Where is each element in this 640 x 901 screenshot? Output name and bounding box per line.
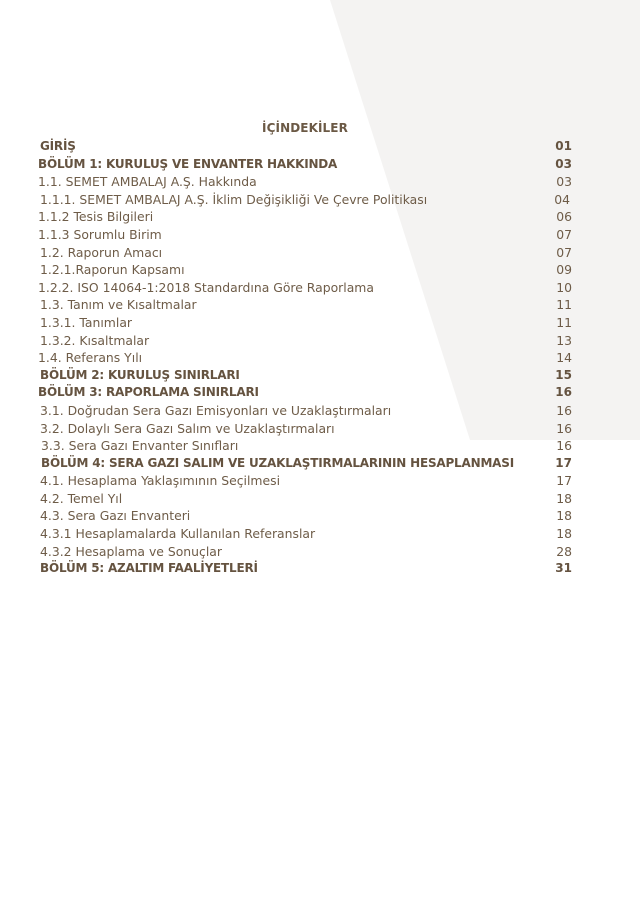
toc-entry-page: 16: [556, 402, 572, 418]
toc-entry[interactable]: [38, 384, 578, 402]
toc-entry-page: 16: [556, 438, 572, 454]
toc-entry[interactable]: [38, 173, 578, 191]
toc-entry[interactable]: [38, 472, 578, 490]
toc-entry-page: 11: [556, 314, 572, 330]
toc-entry-label: 1.2. Raporun Amacı: [40, 244, 163, 260]
toc-entry-page: 07: [556, 226, 572, 242]
toc-entry[interactable]: [38, 507, 578, 525]
toc-entry[interactable]: [38, 402, 578, 420]
toc-entry[interactable]: [38, 455, 578, 473]
toc-entry[interactable]: [38, 420, 578, 438]
toc-entry[interactable]: [38, 138, 578, 156]
toc-entry-label: BÖLÜM 3: RAPORLAMA SINIRLARI: [38, 385, 259, 400]
toc-entry[interactable]: [38, 367, 578, 385]
toc-entry-page: 16: [556, 420, 572, 436]
toc-entry[interactable]: [38, 279, 578, 297]
toc-entry[interactable]: [38, 437, 578, 455]
toc-entry[interactable]: [38, 349, 578, 367]
toc-entry[interactable]: [38, 156, 578, 174]
toc-entry[interactable]: [38, 543, 578, 561]
toc-entry[interactable]: [38, 560, 578, 578]
toc-entry[interactable]: [38, 208, 578, 226]
toc-entry-label: 1.2.1.Raporun Kapsamı: [40, 262, 185, 278]
toc-entry-page: 01: [555, 139, 572, 153]
toc-entry-page: 07: [556, 244, 572, 260]
toc-entry[interactable]: [38, 490, 578, 508]
toc-entry-page: 31: [555, 561, 572, 576]
toc-entry-label: 3.3. Sera Gazı Envanter Sınıfları: [41, 438, 239, 454]
toc-entry-label: BÖLÜM 5: AZALTIM FAALİYETLERİ: [40, 561, 258, 576]
toc-entry[interactable]: [38, 296, 578, 314]
toc-entry-label: 4.3.1 Hesaplamalarda Kullanılan Referanslar: [40, 526, 316, 542]
toc-entry-page: 14: [556, 350, 572, 366]
toc-entry-page: 11: [556, 297, 572, 313]
toc-entry-label: 1.1.2 Tesis Bilgileri: [38, 209, 154, 225]
toc-entry-label: 1.1. SEMET AMBALAJ A.Ş. Hakkında: [38, 174, 257, 190]
toc-entry-label: 3.2. Dolaylı Sera Gazı Salım ve Uzaklaştırmaları: [40, 420, 335, 436]
toc-entry-page: 04: [554, 191, 570, 207]
toc-entry-page: 09: [556, 262, 572, 278]
toc-entry-label: BÖLÜM 4: SERA GAZI SALIM VE UZAKLAŞTIRMALARININ HESAPLANMASI: [41, 455, 514, 470]
toc-entry[interactable]: [38, 314, 578, 332]
toc-entry-page: 15: [555, 367, 572, 382]
toc-title: İÇİNDEKİLER: [262, 121, 348, 135]
toc-entry[interactable]: [38, 226, 578, 244]
toc-entry-page: 03: [556, 174, 572, 190]
toc-entry-label: BÖLÜM 2: KURULUŞ SINIRLARI: [40, 367, 240, 382]
toc-entry-label: 3.1. Doğrudan Sera Gazı Emisyonları ve Uzaklaştırmaları: [40, 402, 392, 418]
toc-entry-label: BÖLÜM 1: KURULUŞ VE ENVANTER HAKKINDA: [38, 156, 338, 171]
toc-entry[interactable]: [38, 244, 578, 262]
toc-entry-page: 28: [556, 543, 572, 559]
toc-entry-label: 1.3.2. Kısaltmalar: [40, 332, 150, 348]
toc-entry-label: 4.3. Sera Gazı Envanteri: [40, 508, 191, 524]
toc-entry[interactable]: [38, 191, 578, 209]
toc-entry-label: 1.1.1. SEMET AMBALAJ A.Ş. İklim Değişikliği Ve Çevre Politikası: [40, 191, 428, 207]
toc-entry-page: 06: [556, 209, 572, 225]
toc-entry-page: 13: [556, 332, 572, 348]
toc-entry-label: GİRİŞ: [40, 139, 76, 153]
table-of-contents: [38, 138, 578, 578]
toc-entry-label: 1.2.2. ISO 14064-1:2018 Standardına Göre Raporlama: [38, 279, 374, 295]
toc-entry-page: 18: [556, 526, 572, 542]
toc-entry-label: 4.3.2 Hesaplama ve Sonuçlar: [40, 543, 222, 559]
toc-entry[interactable]: [38, 332, 578, 350]
toc-entry-label: 1.1.3 Sorumlu Birim: [38, 226, 162, 242]
toc-entry[interactable]: [38, 261, 578, 279]
toc-entry-label: 4.2. Temel Yıl: [40, 490, 123, 506]
toc-entry-page: 17: [556, 473, 572, 489]
toc-entry-page: 18: [556, 490, 572, 506]
toc-entry-page: 16: [555, 385, 572, 400]
toc-entry-page: 17: [555, 455, 572, 470]
toc-entry-label: 1.3.1. Tanımlar: [40, 314, 133, 330]
toc-entry[interactable]: [38, 525, 578, 543]
toc-entry-label: 4.1. Hesaplama Yaklaşımının Seçilmesi: [40, 473, 281, 489]
toc-entry-page: 18: [556, 508, 572, 524]
toc-entry-label: 1.4. Referans Yılı: [38, 350, 143, 366]
toc-entry-page: 03: [555, 156, 572, 171]
toc-entry-label: 1.3. Tanım ve Kısaltmalar: [40, 297, 197, 313]
toc-entry-page: 10: [556, 279, 572, 295]
